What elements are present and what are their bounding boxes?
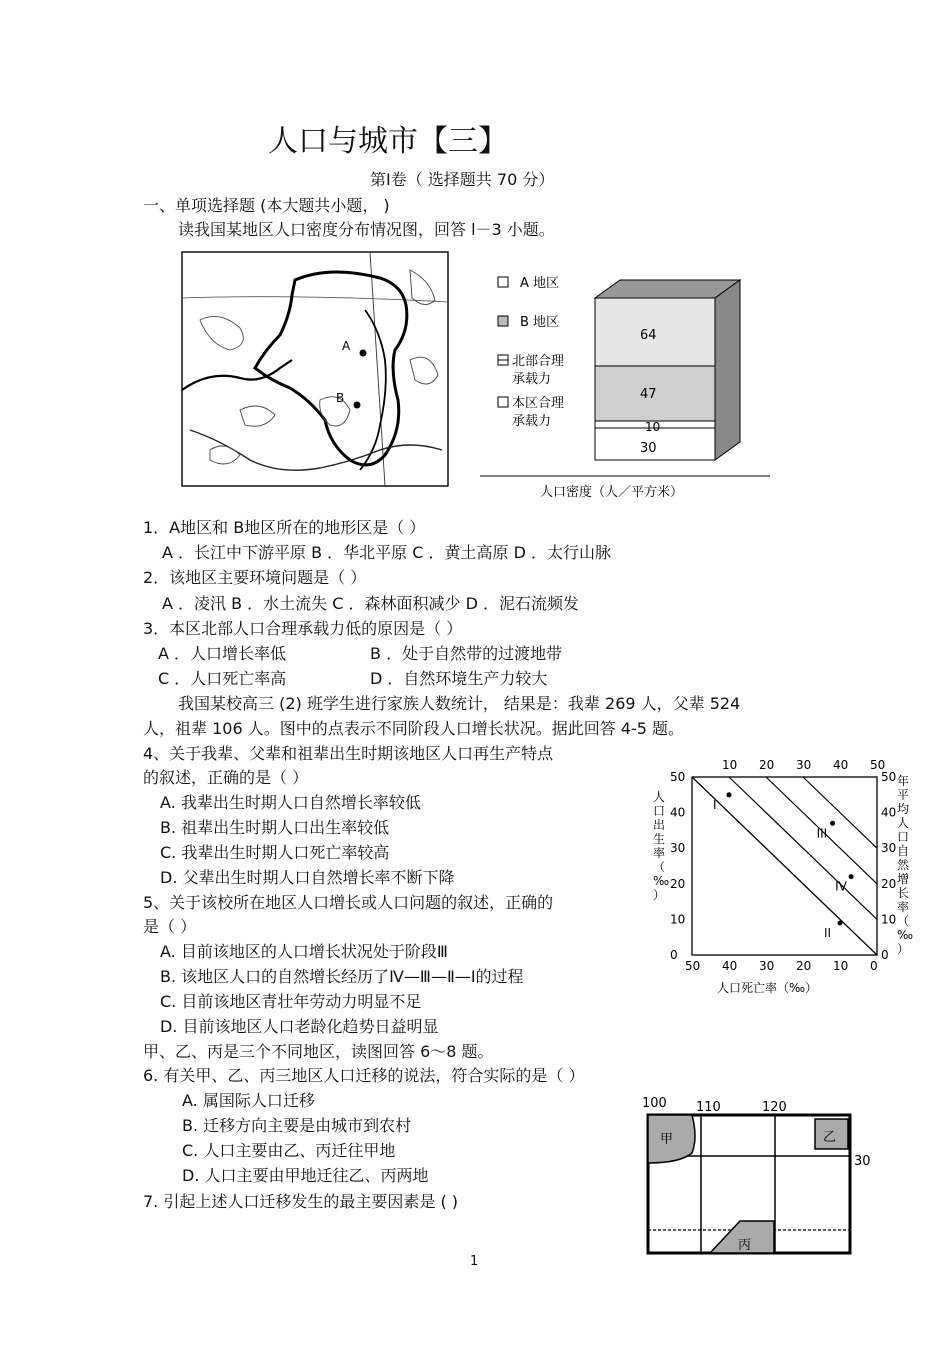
legend-local-capacity-2: 承载力 <box>512 414 552 429</box>
legend-b: B 地区 <box>520 315 560 330</box>
top-tick-label: 10 <box>722 758 738 772</box>
question-1-options: A ．长江中下游平原 B ．华北平原 C ．黄土高原 D ．太行山脉 <box>162 543 612 562</box>
right-tick-label: 40 <box>881 805 897 820</box>
question-4-option-a: A. 我辈出生时期人口自然增长率较低 <box>160 793 421 812</box>
longitude-100: 100 <box>642 1096 667 1111</box>
right-tick-label: 20 <box>881 876 897 891</box>
stage-label-III: III <box>816 826 828 841</box>
region-jia: 甲 <box>660 1132 674 1147</box>
question-2: 2．该地区主要环境问题是（ ） <box>143 568 367 587</box>
chart-legend <box>498 275 564 429</box>
question-intro-3: 甲、乙、丙是三个不同地区，读图回答 6～8 题。 <box>143 1042 494 1061</box>
question-4: 4、关于我辈、父辈和祖辈出生时期该地区人口再生产特点 <box>143 744 554 763</box>
stage-point-I <box>727 792 732 797</box>
value-10: 10 <box>645 420 661 434</box>
right-tick-label: 10 <box>881 912 897 927</box>
value-30: 30 <box>640 441 657 456</box>
question-5-option-b: B. 该地区人口的自然增长经历了Ⅳ—Ⅲ—Ⅱ—Ⅰ的过程 <box>160 967 524 986</box>
legend-north-capacity: 北部合理 <box>512 354 565 369</box>
growth-chart-x-label: 人口死亡率（‰） <box>717 981 818 995</box>
question-4-option-c: C. 我辈出生时期人口死亡率较高 <box>160 843 390 862</box>
right-tick-label: 50 <box>881 770 897 784</box>
value-64: 64 <box>640 328 657 343</box>
stage-point-II <box>838 920 843 925</box>
question-3-option-c: C ．人口死亡率高 <box>158 669 287 688</box>
bottom-tick-label: 30 <box>759 959 775 973</box>
question-3-option-b: B ．处于自然带的过渡地带 <box>370 644 563 663</box>
left-axis-label-char: 出 <box>653 818 666 832</box>
question-intro-2-cont: 人，祖辈 106 人。图中的点表示不同阶段人口增长状况。据此回答 4-5 题。 <box>143 719 685 738</box>
stage-label-IV: IV <box>835 879 847 894</box>
stage-label-I: I <box>713 797 717 812</box>
legend-north-capacity-2: 承载力 <box>512 372 552 387</box>
top-tick-label: 50 <box>870 758 886 772</box>
question-7: 7. 引起上述人口迁移发生的最主要因素是 ( ) <box>143 1192 459 1211</box>
right-axis-label-char: 口 <box>897 830 910 844</box>
bottom-tick-label: 10 <box>833 959 849 973</box>
question-3-option-a: A ．人口增长率低 <box>158 644 287 663</box>
bottom-tick-label: 50 <box>685 959 701 973</box>
question-5-option-c: C. 目前该地区青壮年劳动力明显不足 <box>160 992 422 1011</box>
legend-a: A 地区 <box>520 276 560 291</box>
question-6-option-b: B. 迁移方向主要是由城市到农村 <box>182 1116 412 1135</box>
left-axis-label-char: 口 <box>653 804 666 818</box>
longitude-120: 120 <box>762 1100 787 1115</box>
latitude-30: 30 <box>854 1154 871 1169</box>
page-title: 人口与城市【三】 <box>268 124 508 159</box>
volume-header: 第Ⅰ卷（ 选择题共 70 分） <box>370 170 555 189</box>
growth-chart-body <box>653 758 913 973</box>
question-4-option-d: D. 父辈出生时期人口自然增长率不断下降 <box>160 868 455 887</box>
right-axis-label-char: 年 <box>897 774 910 788</box>
question-intro: 读我国某地区人口密度分布情况图，回答 l－3 小题。 <box>178 220 555 239</box>
question-6-option-d: D. 人口主要由甲地迁往乙、丙两地 <box>182 1166 429 1185</box>
right-axis-label-char: ） <box>897 942 910 956</box>
right-axis-label-char: 自 <box>897 844 910 858</box>
right-axis-label-char: 率 <box>897 900 910 914</box>
top-tick-label: 20 <box>759 758 775 772</box>
stage-label-II: II <box>824 925 832 940</box>
right-axis-label-char: 长 <box>897 886 910 900</box>
terrain-map <box>182 252 448 486</box>
migration-grid-map <box>640 1093 880 1258</box>
question-3: 3．本区北部人口合理承载力低的原因是（ ） <box>143 619 463 638</box>
question-1: 1．A地区和 B地区所在的地形区是（ ） <box>143 518 426 537</box>
left-tick-label: 0 <box>670 948 678 962</box>
right-axis-label-char: （ <box>897 914 910 928</box>
left-axis-label-char: （ <box>653 860 666 874</box>
question-2-options: A ．凌汛 B ．水土流失 C ．森林面积减少 D ．泥石流频发 <box>162 594 580 613</box>
longitude-110: 110 <box>696 1100 721 1115</box>
legend-local-capacity: 本区合理 <box>512 396 565 411</box>
question-6-option-a: A. 属国际人口迁移 <box>182 1091 315 1110</box>
question-4-cont: 的叙述，正确的是（ ） <box>143 768 309 787</box>
right-tick-label: 30 <box>881 841 897 856</box>
question-3-option-d: D ．自然环境生产力较大 <box>370 669 548 688</box>
growth-line-3 <box>803 777 877 848</box>
right-axis-label-char: ‰ <box>897 928 914 942</box>
question-intro-2: 我国某校高三 (2) 班学生进行家族人数统计， 结果是：我辈 269 人，父辈 524 <box>178 694 741 713</box>
bottom-tick-label: 40 <box>722 959 738 973</box>
left-tick-label: 20 <box>670 876 686 891</box>
question-5: 5、关于该校所在地区人口增长或人口问题的叙述，正确的 <box>143 893 554 912</box>
region-bing: 丙 <box>738 1238 752 1253</box>
top-tick-label: 40 <box>833 758 849 772</box>
bottom-tick-label: 0 <box>870 959 878 973</box>
left-axis-label-char: 率 <box>653 846 666 860</box>
stage-point-III <box>830 821 835 826</box>
left-axis-label-char: ‰ <box>653 874 670 888</box>
question-6: 6. 有关甲、乙、丙三地区人口迁移的说法，符合实际的是（ ） <box>143 1066 585 1085</box>
left-axis-label-char: 人 <box>653 790 666 804</box>
map-label-a: A <box>342 339 351 353</box>
left-tick-label: 10 <box>670 912 686 927</box>
question-5-option-d: D. 目前该地区人口老龄化趋势日益明显 <box>160 1017 439 1036</box>
left-tick-label: 30 <box>670 841 686 856</box>
region-yi: 乙 <box>823 1130 837 1145</box>
question-4-option-b: B. 祖辈出生时期人口出生率较低 <box>160 818 390 837</box>
section-heading: 一、单项选择题 (本大题共小题， ) <box>143 196 390 215</box>
right-axis-label-char: 人 <box>897 816 910 830</box>
density-block <box>480 280 770 500</box>
right-axis-label-char: 均 <box>897 802 910 816</box>
stage-point-IV <box>849 874 854 879</box>
top-tick-label: 30 <box>796 758 812 772</box>
population-growth-chart <box>645 752 915 997</box>
bottom-tick-label: 20 <box>796 959 812 973</box>
question-6-option-c: C. 人口主要由乙、丙迁往甲地 <box>182 1141 396 1160</box>
left-axis-label-char: ） <box>653 888 666 902</box>
right-axis-label-char: 增 <box>897 872 910 886</box>
map-label-b: B <box>336 391 345 405</box>
left-axis-label-char: 生 <box>653 832 666 846</box>
population-density-figure <box>180 250 780 505</box>
page-number: 1 <box>470 1254 479 1269</box>
question-5-option-a: A. 目前该地区的人口增长状况处于阶段Ⅲ <box>160 942 448 961</box>
value-47: 47 <box>640 387 657 402</box>
x-axis-label: 人口密度（人／平方米） <box>540 485 684 500</box>
right-axis-label-char: 平 <box>897 788 910 802</box>
left-tick-label: 50 <box>670 770 686 784</box>
zero-growth-line <box>692 777 877 955</box>
right-tick-label: 0 <box>881 948 889 962</box>
question-5-cont: 是（ ） <box>143 917 197 936</box>
right-axis-label-char: 然 <box>897 858 910 872</box>
growth-line-1 <box>729 777 877 919</box>
left-tick-label: 40 <box>670 805 686 820</box>
